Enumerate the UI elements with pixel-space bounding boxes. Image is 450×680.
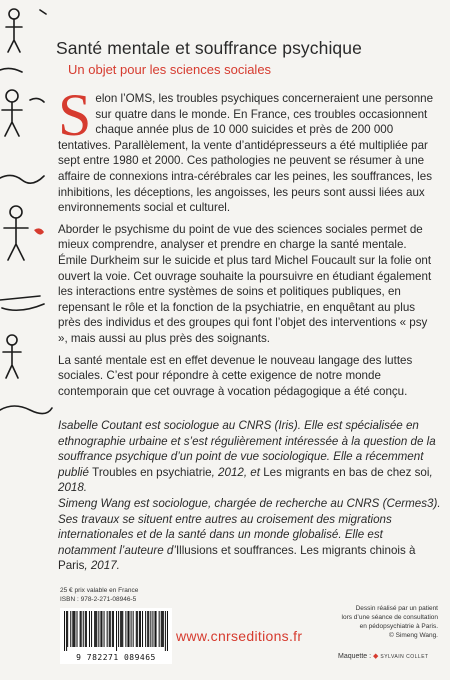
paragraph-3: La santé mentale est en effet devenue le nouveau langage des luttes sociales. C’est pour répondre à cette exigence de notre monde contemporain que cet ouvrage à vocation pédagogique a été conçu. [58, 353, 413, 398]
barcode-bar [113, 611, 114, 647]
bio-simeng-wang: Simeng Wang est sociologue, chargée de recherche au CNRS (Cermes3). Ses travaux se situent entre autres au croisement des migrations internationales et de la santé dans un monde globalisé. Elle est notamment l’auteure d’Illusions et souffrances. Les migrants chinois à Paris, 2017. [58, 496, 441, 573]
barcode-bar [161, 611, 162, 647]
barcode-bar [154, 611, 155, 647]
barcode-bar [133, 611, 134, 647]
barcode-bars [64, 611, 168, 651]
barcode-bar [101, 611, 102, 647]
barcode-bar [145, 611, 146, 647]
barcode-bar [148, 611, 149, 647]
barcode-bar [162, 611, 163, 647]
barcode-bar [89, 611, 90, 647]
barcode-bar [121, 611, 122, 647]
barcode-bar [66, 611, 67, 651]
author-bios [58, 418, 443, 574]
barcode-bar [128, 611, 129, 647]
barcode-bar [67, 611, 68, 647]
book-ref-3: Illusions et souffrances. Les migrants chinois à Paris [58, 543, 416, 573]
barcode-bar [112, 611, 113, 647]
price-isbn-block [60, 587, 138, 604]
flame-icon: ◆ [373, 653, 379, 660]
barcode-digits: 9 782271 089465 [76, 653, 156, 662]
barcode-bar [120, 611, 121, 647]
barcode-bar [137, 611, 138, 647]
patient-drawing-illustration [0, 0, 60, 440]
book-title: Santé mentale et souffrance psychique [56, 38, 362, 58]
book-ref-2: Les migrants en bas de chez soi [263, 465, 430, 479]
barcode-bar [70, 611, 71, 647]
barcode-bar [72, 611, 73, 647]
barcode-bar [122, 611, 123, 647]
barcode-bar [104, 611, 105, 647]
publisher-website[interactable]: www.cnrseditions.fr [176, 628, 303, 644]
barcode-bar [109, 611, 110, 647]
drop-cap: S [58, 82, 92, 148]
barcode-bar [159, 611, 160, 647]
barcode-bar [140, 611, 141, 647]
barcode-bar [142, 611, 143, 647]
back-cover-blurb [58, 82, 438, 405]
barcode-bar [74, 611, 75, 647]
barcode-bar [127, 611, 128, 647]
designer-name: SYLVAIN COLLET [380, 654, 429, 660]
barcode-bar [110, 611, 111, 647]
barcode-bar [81, 611, 82, 647]
paragraph-1-text: elon l’OMS, les troubles psychiques concerneraient une personne sur quatre dans le monde. En France, ces troubles occasionnent chaque année plus de 10 000 suicides et près de 200 000 tentatives. Parallèlement, la vente d’antidépresseurs a été multipliée par sept entre 1980 et 2000. Ces pathologies ne peuvent se résumer à une affaire de connexions intra-cérébrales car les peines, les souffrances, les inhibitions, les déceptions, les angoisses, les peurs sont aussi liées aux environnements social et culturel. [58, 92, 434, 215]
illustration-credit: Dessin réalisé par un patient lors d’une séance de consultation en pédopsychiatrie à Paris. © Simeng Wang. [341, 605, 438, 639]
barcode-bar [100, 611, 101, 647]
barcode-bar [163, 611, 164, 647]
price-label: 25 € prix valable en France [60, 587, 139, 594]
barcode-bar [118, 611, 119, 647]
barcode-bar [116, 611, 117, 651]
bio-isabelle-coutant: Isabelle Coutant est sociologue au CNRS (Iris). Elle est spécialisée en ethnographie urbaine et s’est régulièrement intéressée à la question de la souffrance psychique d’un point de vue sociologique. Elle a récemment publié Troubles en psychiatrie, 2012, et Les migrants en bas de chez soi, 2018. [58, 419, 436, 495]
book-subtitle: Un objet pour les sciences sociales [68, 62, 272, 77]
barcode-bar [64, 611, 65, 651]
barcode-bar [96, 611, 97, 647]
barcode-bar [91, 611, 92, 647]
barcode-bar [156, 611, 157, 647]
barcode-bar [147, 611, 148, 647]
barcode-bar [83, 611, 84, 647]
barcode-bar [94, 611, 95, 647]
barcode-bar [150, 611, 151, 647]
barcode-bar [95, 611, 96, 647]
barcode-bar [86, 611, 87, 647]
design-credit [338, 652, 429, 660]
barcode-bar [152, 611, 153, 647]
barcode-bar [73, 611, 74, 647]
barcode-bar [76, 611, 77, 647]
book-ref-1: Troubles en psychiatrie [92, 465, 212, 479]
barcode-bar [85, 611, 86, 647]
paragraph-1 [58, 82, 438, 216]
barcode-bar [125, 611, 126, 647]
barcode [60, 608, 172, 664]
isbn-label: ISBN : 978-2-271-08946-5 [60, 595, 137, 603]
barcode-bar [107, 611, 108, 647]
barcode-bar [98, 611, 99, 647]
barcode-bar [136, 611, 137, 647]
barcode-bar [165, 611, 166, 651]
barcode-bar [139, 611, 140, 647]
barcode-bar [131, 611, 132, 647]
barcode-bar [80, 611, 81, 647]
paragraph-2: Aborder le psychisme du point de vue des sciences sociales permet de mieux comprendre, analyser et prendre en charge la santé mentale. Émile Durkheim sur le suicide et plus tard Michel Foucault sur la folie ont ouvert la voie. Cet ouvrage souhaite la poursuivre en étudiant également les interactions entre systèmes de soins et politiques publiques, en repensant le rôle et la fonction de la psychiatrie, en enquêtant au plus près des individus et des groupes qui font l’objet des interventions « psy », mais aussi au plus près des soignants. [58, 222, 432, 345]
barcode-bar [167, 611, 168, 651]
maquette-label: Maquette : [338, 653, 374, 660]
